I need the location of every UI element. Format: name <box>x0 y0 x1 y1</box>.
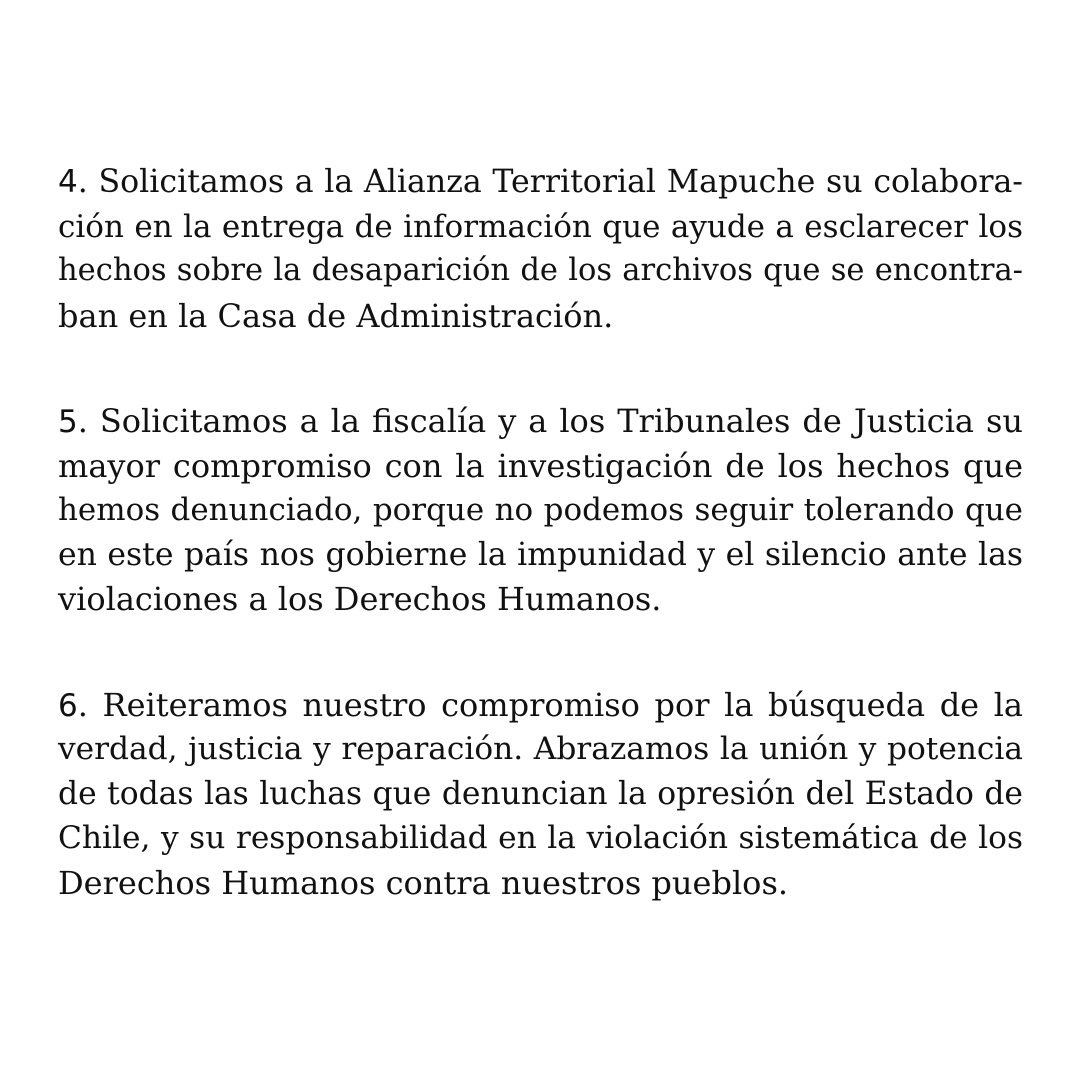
point-text: . Solicitamos a la Alianza Territorial Mapuche su colabora- <box>77 164 1023 200</box>
point-line <box>58 399 1023 444</box>
point-line: Chile, y su responsabilidad en la violación sistemática de los <box>58 820 1023 856</box>
point-number: 4 <box>58 164 78 200</box>
point-number: 6 <box>58 687 78 724</box>
point-line: de todas las luchas que denuncian la opresión del Estado de <box>58 775 1023 812</box>
point-line: hechos sobre la desaparición de los archivos que se encontra- <box>58 253 1023 288</box>
point-line: hemos denunciado, porque no podemos seguir tolerando que <box>58 492 1023 528</box>
point-text: . Solicitamos a la fiscalía y a los Tribunales de Justicia su <box>77 402 1023 440</box>
point-line <box>58 683 1023 728</box>
point-4 <box>58 160 1023 338</box>
point-line: mayor compromiso con la investigación de los hechos que <box>58 446 1023 485</box>
point-line: ban en la Casa de Administración. <box>58 296 614 335</box>
point-line: violaciones a los Derechos Humanos. <box>58 580 662 618</box>
point-line <box>58 160 1023 205</box>
point-line: Derechos Humanos contra nuestros pueblos. <box>58 863 789 902</box>
point-line: en este país nos gobierne la impunidad y el silencio ante las <box>58 536 1023 573</box>
point-5 <box>58 399 1023 622</box>
point-line: verdad, justicia y reparación. Abrazamos la unión y potencia <box>58 731 1023 767</box>
point-text: . Reiteramos nuestro compromiso por la búsqueda de la <box>77 685 1023 724</box>
point-line: ción en la entrega de información que ayude a esclarecer los <box>58 208 1023 245</box>
point-number: 5 <box>58 404 78 440</box>
point-6 <box>58 683 1023 906</box>
document-body <box>58 160 1023 966</box>
